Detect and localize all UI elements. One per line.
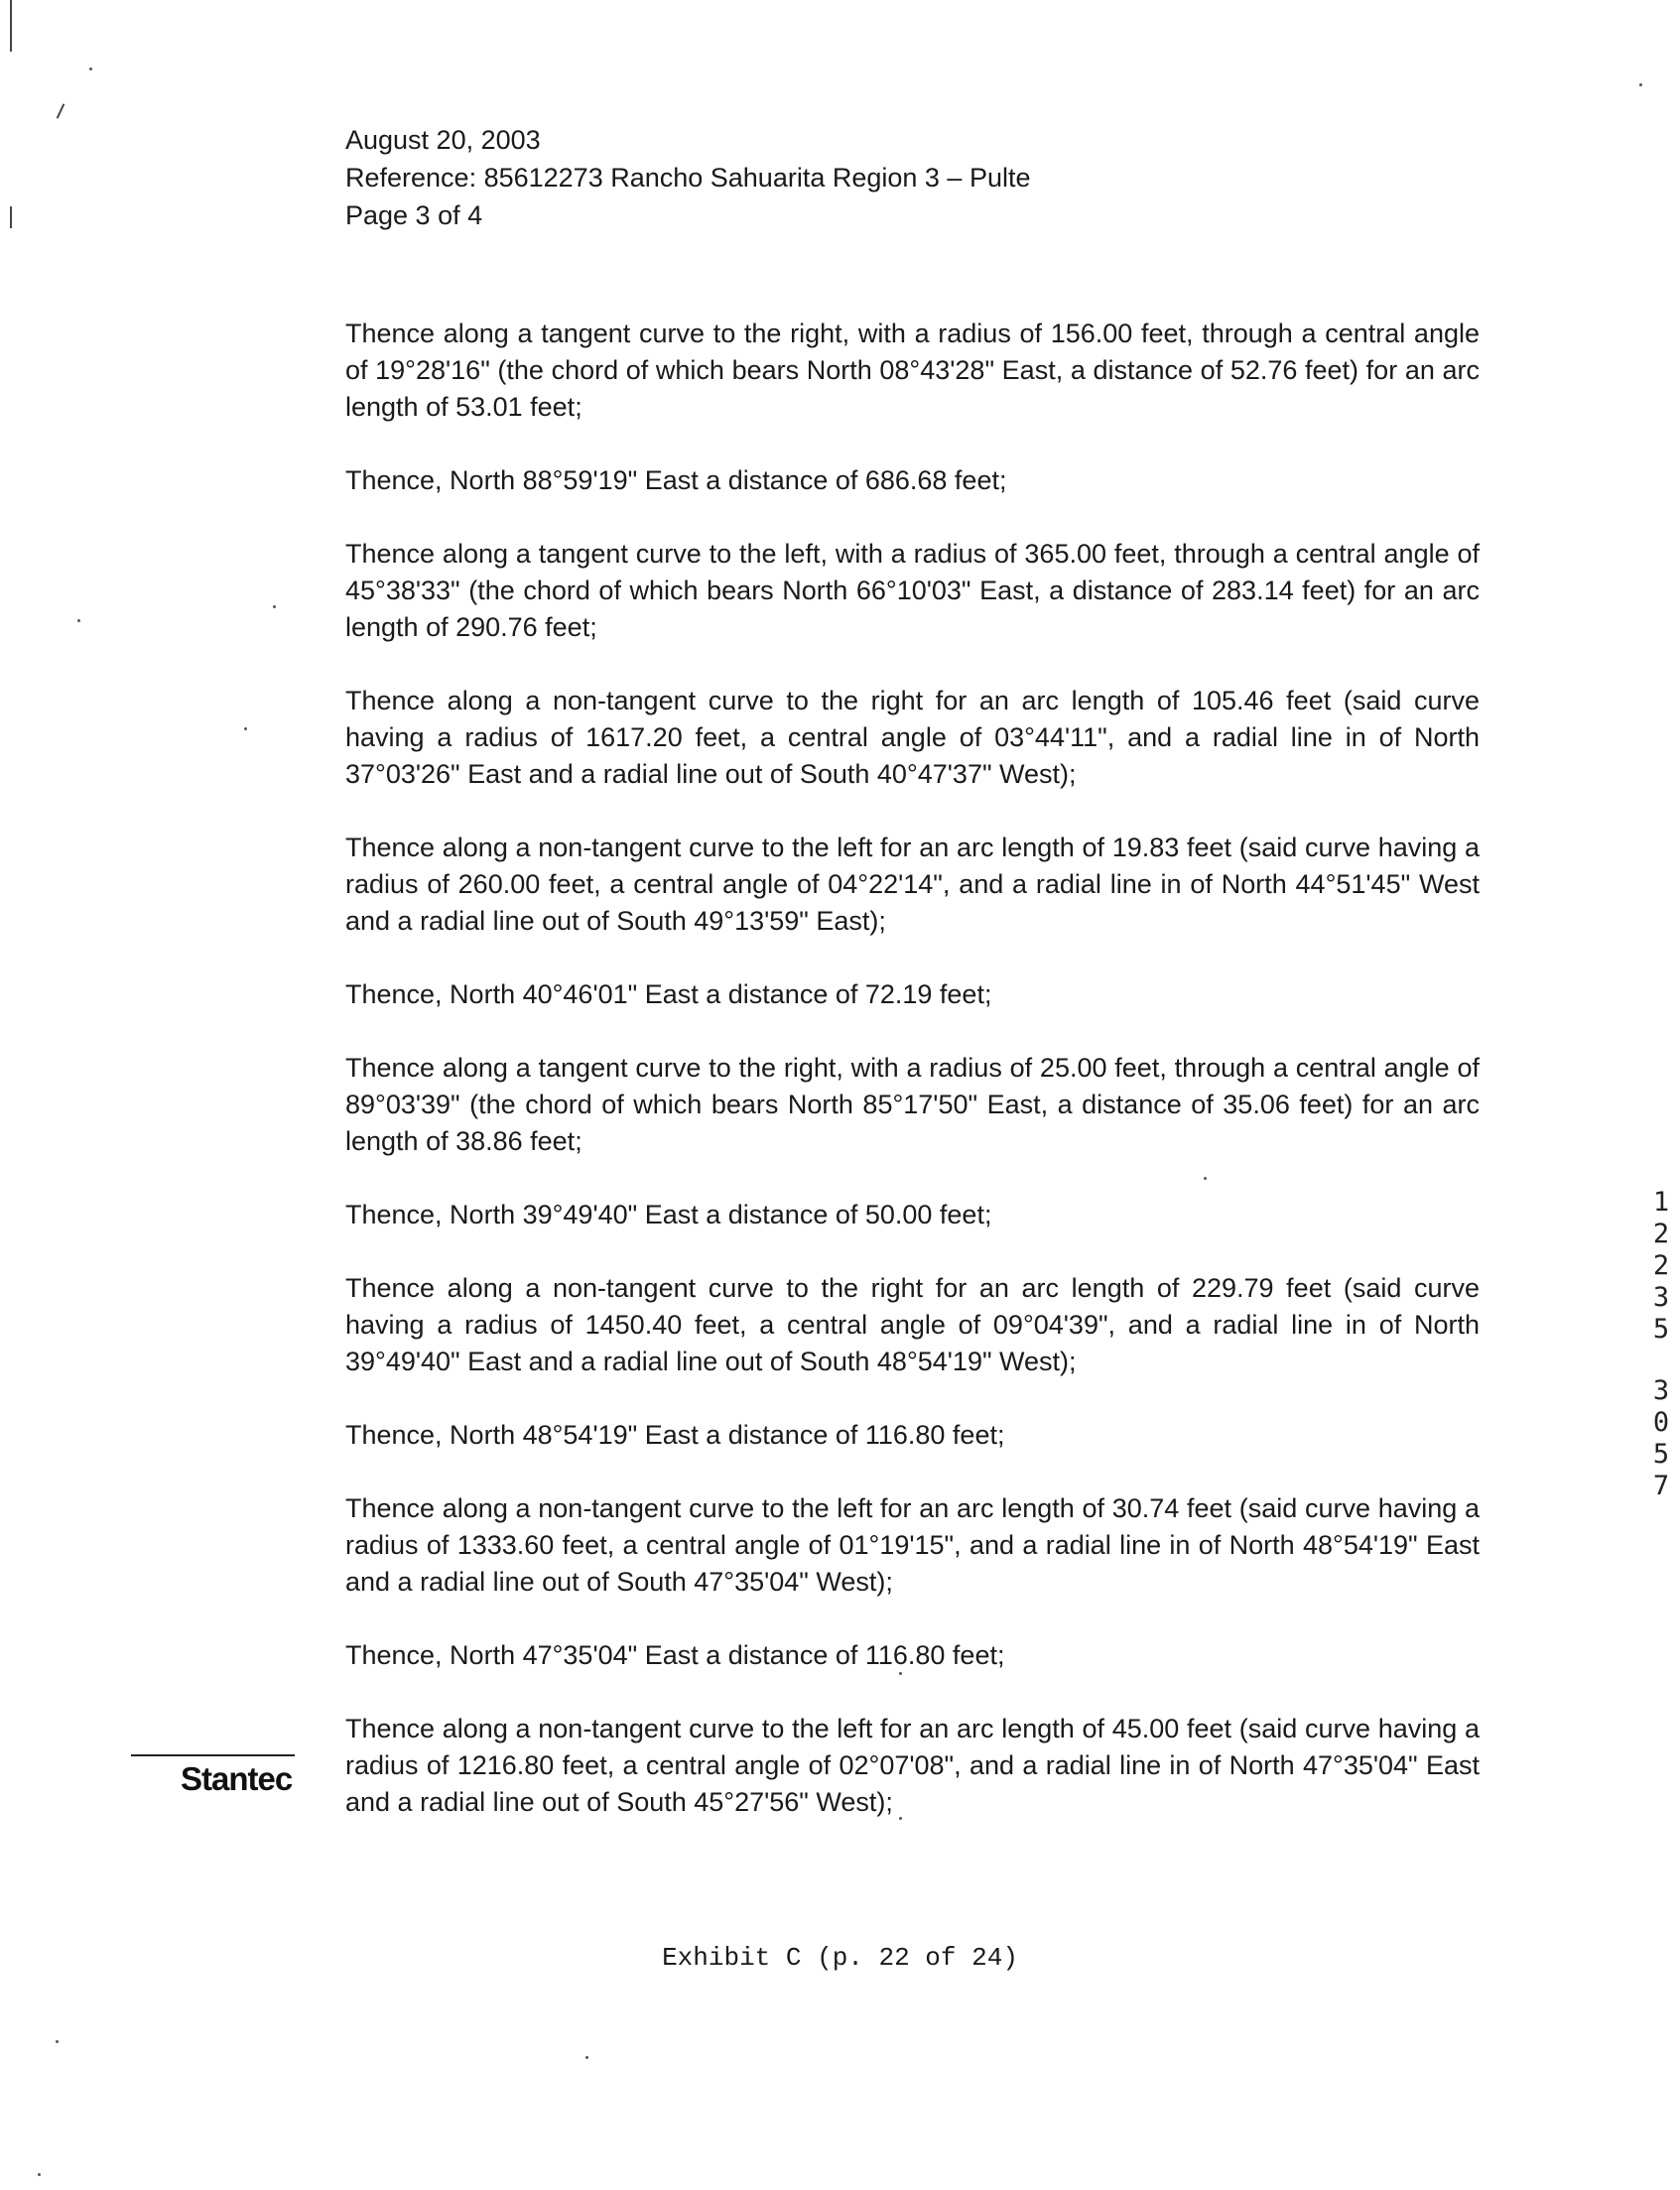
course-paragraph: Thence along a non-tangent curve to the right for an arc length of 105.46 feet (said curve having a radius of 1617.20 feet, a central angle of 03°44'11", and a radial line in of North 37°03'26" East and a radial line out of South 40°47'37" West);: [345, 686, 1480, 789]
course-paragraph: Thence along a tangent curve to the right, with a radius of 156.00 feet, through a central angle of 19°28'16" (the chord of which bears North 08°43'28" East, a distance of 52.76 feet) for an arc length of 53.01 feet;: [345, 319, 1480, 422]
stamp-digit: 2: [1652, 1250, 1670, 1281]
scan-speck: [1639, 83, 1642, 86]
logo-rule: [131, 1754, 295, 1756]
scan-speck: [56, 2040, 59, 2043]
stamp-digit: 5: [1652, 1439, 1670, 1470]
course-paragraph: Thence along a non-tangent curve to the left for an arc length of 45.00 feet (said curve having a radius of 1216.80 feet, a central angle of 02°07'08", and a radial line in of North 47°35'04" East and a radial line out of South 45°27'56" West);: [345, 1714, 1480, 1817]
scan-speck: [77, 619, 80, 622]
scan-speck: [38, 2173, 41, 2176]
scan-speck: [89, 67, 92, 70]
course-paragraph: Thence, North 39°49'40" East a distance of 50.00 feet;: [345, 1200, 992, 1229]
recording-stamp: [1649, 1187, 1673, 1502]
legal-description-body: [345, 316, 1480, 1858]
stamp-gap: [1649, 1346, 1673, 1375]
header-reference: Reference: 85612273 Rancho Sahuarita Region 3 – Pulte: [345, 163, 1031, 193]
scan-mark: [57, 103, 65, 118]
stamp-digit: 0: [1652, 1407, 1670, 1438]
stamp-digit: 3: [1652, 1282, 1670, 1313]
course-paragraph: Thence along a tangent curve to the left, with a radius of 365.00 feet, through a central angle of 45°38'33" (the chord of which bears North 66°10'03" East, a distance of 283.14 feet) for an arc length of 290.76 feet;: [345, 539, 1480, 642]
course-paragraph: Thence, North 88°59'19" East a distance of 686.68 feet;: [345, 465, 1007, 495]
scan-speck: [244, 727, 247, 730]
scan-mark: [10, 0, 12, 52]
header-date: August 20, 2003: [345, 125, 541, 155]
course-paragraph: Thence, North 47°35'04" East a distance of 116.80 feet;: [345, 1640, 1005, 1670]
course-paragraph: Thence along a non-tangent curve to the left for an arc length of 30.74 feet (said curve having a radius of 1333.60 feet, a central angle of 01°19'15", and a radial line in of North 48°54'19" East and a radial line out of South 47°35'04" West);: [345, 1493, 1480, 1597]
stamp-digit: 5: [1652, 1314, 1670, 1345]
scan-speck: [273, 605, 276, 608]
scan-speck: [585, 2056, 588, 2059]
stamp-digit: 3: [1652, 1375, 1670, 1406]
exhibit-footer: Exhibit C (p. 22 of 24): [662, 1943, 1018, 1973]
letter-header: [345, 121, 1031, 234]
stamp-digit: 1: [1652, 1187, 1670, 1218]
header-page-number: Page 3 of 4: [345, 200, 483, 230]
scan-mark: [10, 206, 12, 228]
stamp-digit: 7: [1652, 1471, 1670, 1501]
course-paragraph: Thence along a tangent curve to the right, with a radius of 25.00 feet, through a central angle of 89°03'39" (the chord of which bears North 85°17'50" East, a distance of 35.06 feet) for an arc length of 38.86 feet;: [345, 1053, 1480, 1156]
course-paragraph: Thence along a non-tangent curve to the left for an arc length of 19.83 feet (said curve having a radius of 260.00 feet, a central angle of 04°22'14", and a radial line in of North 44°51'45" West and a radial line out of South 49°13'59" East);: [345, 833, 1480, 936]
stantec-logo: Stantec: [181, 1760, 293, 1797]
course-paragraph: Thence along a non-tangent curve to the right for an arc length of 229.79 feet (said curve having a radius of 1450.40 feet, a central angle of 09°04'39", and a radial line in of North 39°49'40" East and a radial line out of South 48°54'19" West);: [345, 1273, 1480, 1376]
stamp-digit: 2: [1652, 1219, 1670, 1249]
course-paragraph: Thence, North 48°54'19" East a distance of 116.80 feet;: [345, 1420, 1005, 1450]
course-paragraph: Thence, North 40°46'01" East a distance of 72.19 feet;: [345, 979, 992, 1009]
